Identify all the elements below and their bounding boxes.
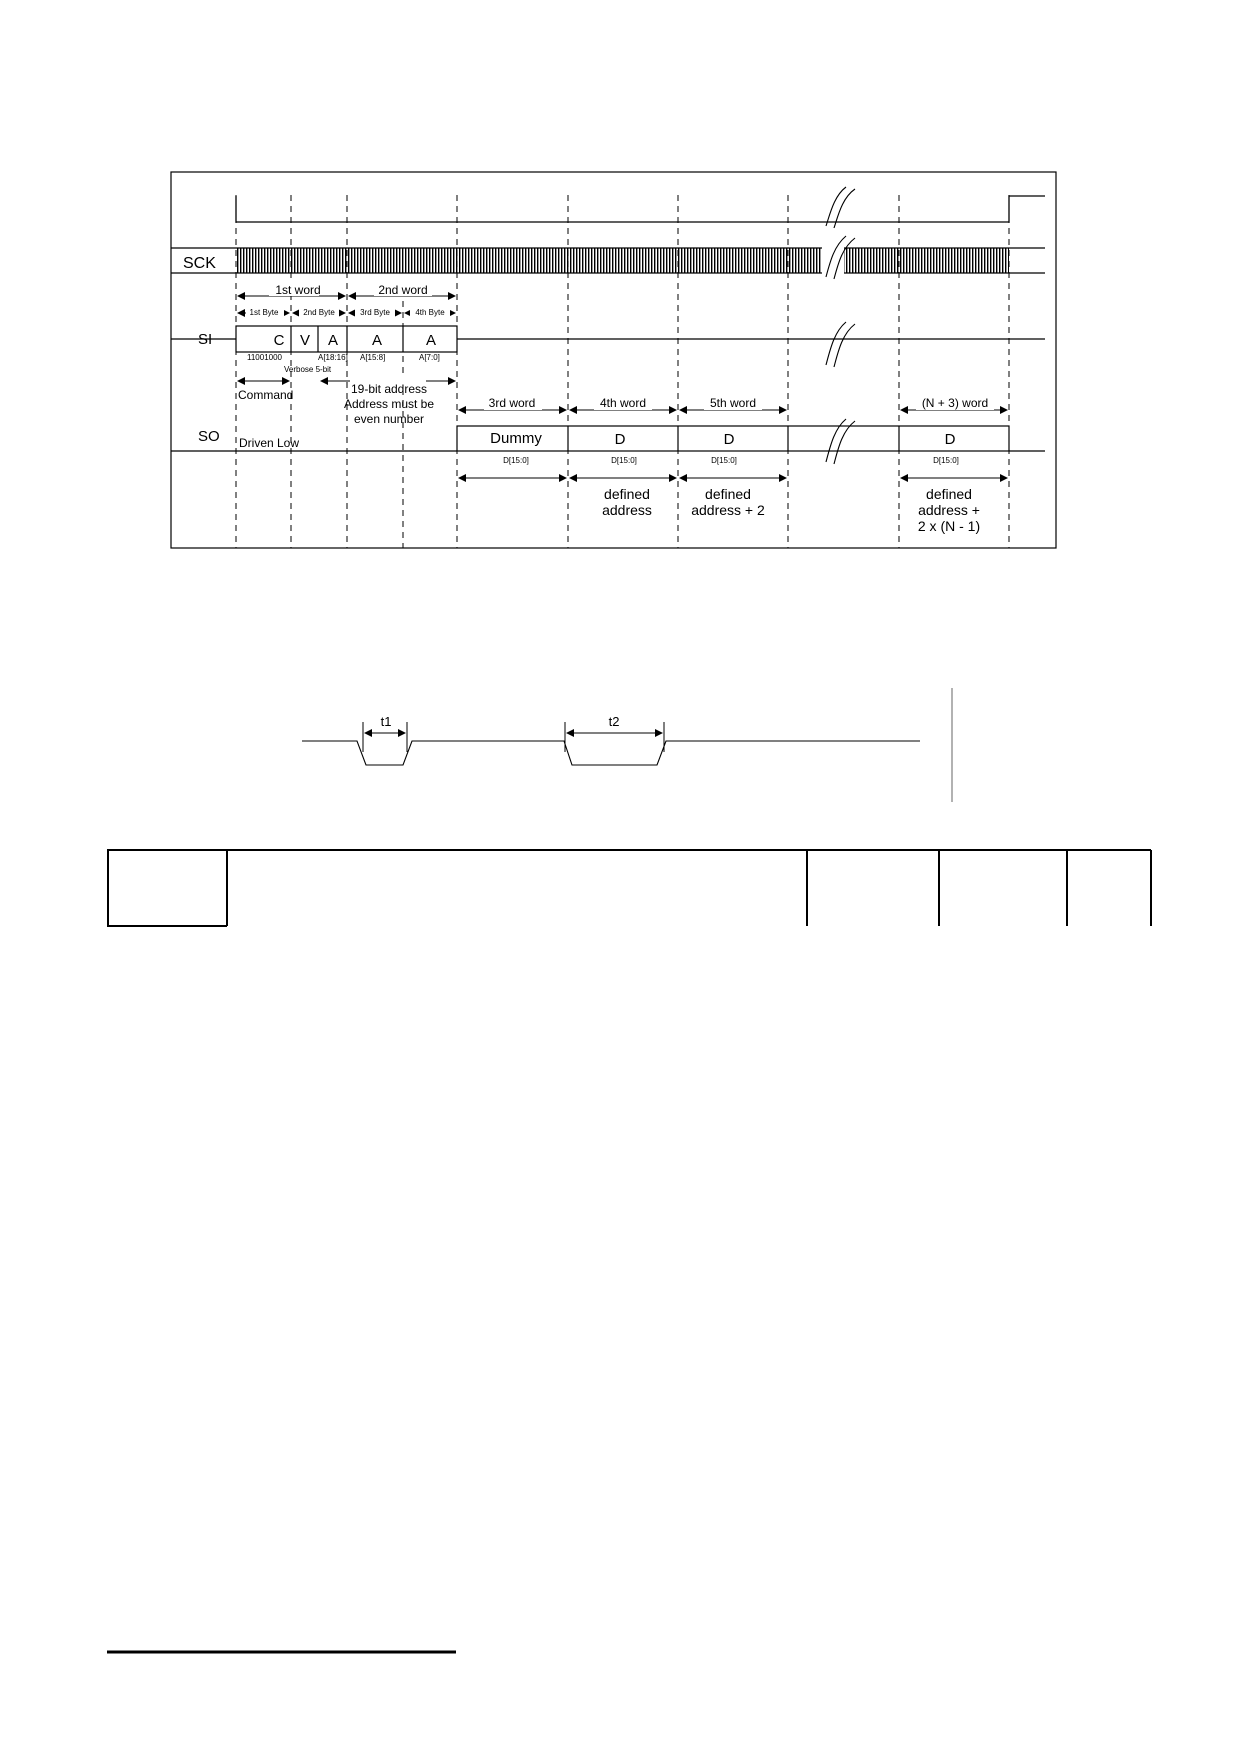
so-bits-dummy: D[15:0] xyxy=(503,456,529,465)
so-signal xyxy=(171,426,1045,451)
pulse-diagram xyxy=(302,688,952,802)
address-label-2-line1: defined xyxy=(705,486,751,502)
si-field-c: C xyxy=(273,332,285,349)
command-label: Command xyxy=(238,388,294,402)
so-bits-d1: D[15:0] xyxy=(611,456,637,465)
driven-low-label: Driven Low xyxy=(239,436,300,450)
address-label-1-line2: address xyxy=(602,502,652,518)
si-field-a1: A xyxy=(327,332,339,349)
so-bits-d2: D[15:0] xyxy=(711,456,737,465)
si-bits-a3: A[7:0] xyxy=(419,353,440,362)
so-field-d3: D xyxy=(944,431,956,448)
so-field-d2: D xyxy=(723,431,735,448)
word-label-1: 1st word xyxy=(275,283,321,297)
si-bits-a1: A[18:16] xyxy=(318,353,348,362)
address-label-1-line1: defined xyxy=(604,486,650,502)
byte-label-1: 1st Byte xyxy=(249,308,279,317)
pulse-waveform xyxy=(302,741,920,765)
address-note-line1: 19-bit address xyxy=(350,382,428,396)
si-bits-cmd: 11001000 xyxy=(247,353,282,362)
si-field-v: V xyxy=(299,332,311,349)
so-field-d1: D xyxy=(614,431,626,448)
address-label-2-line2: address + 2 xyxy=(691,502,765,518)
si-bits-a2: A[15:8] xyxy=(360,353,386,362)
address-label-3-line3: 2 x (N - 1) xyxy=(917,518,981,534)
address-note-line2: Address must be xyxy=(343,397,435,411)
word-label-3: 3rd word xyxy=(488,396,536,410)
address-note-line3: even number xyxy=(353,412,425,426)
timing-diagram xyxy=(171,172,1056,548)
word-label-4: 4th word xyxy=(599,396,647,410)
address-label-3-line1: defined xyxy=(926,486,972,502)
si-bits-verbose: Verbose 5-bit xyxy=(284,365,332,374)
sck-signal xyxy=(171,246,1045,275)
word-label-5: 5th word xyxy=(709,396,757,410)
byte-label-4: 4th Byte xyxy=(415,308,445,317)
so-bits-d3: D[15:0] xyxy=(933,456,959,465)
word-label-last: (N + 3) word xyxy=(921,396,989,410)
address-label-3-line2: address + xyxy=(918,502,980,518)
so-field-dummy: Dummy xyxy=(490,430,542,447)
sck-label: SCK xyxy=(183,255,216,272)
byte-label-2: 2nd Byte xyxy=(303,308,335,317)
si-label: SI xyxy=(198,331,213,348)
sck-clock-pulses xyxy=(236,248,1009,273)
t2-label: t2 xyxy=(608,714,620,729)
byte-label-3: 3rd Byte xyxy=(360,308,390,317)
si-field-a2: A xyxy=(371,332,383,349)
t1-label: t1 xyxy=(380,714,392,729)
cs-line xyxy=(236,196,1045,222)
so-label: SO xyxy=(198,428,220,445)
word-label-2: 2nd word xyxy=(378,283,428,297)
time-break-marks xyxy=(826,187,855,464)
si-field-a3: A xyxy=(425,332,437,349)
empty-table xyxy=(107,850,1151,926)
